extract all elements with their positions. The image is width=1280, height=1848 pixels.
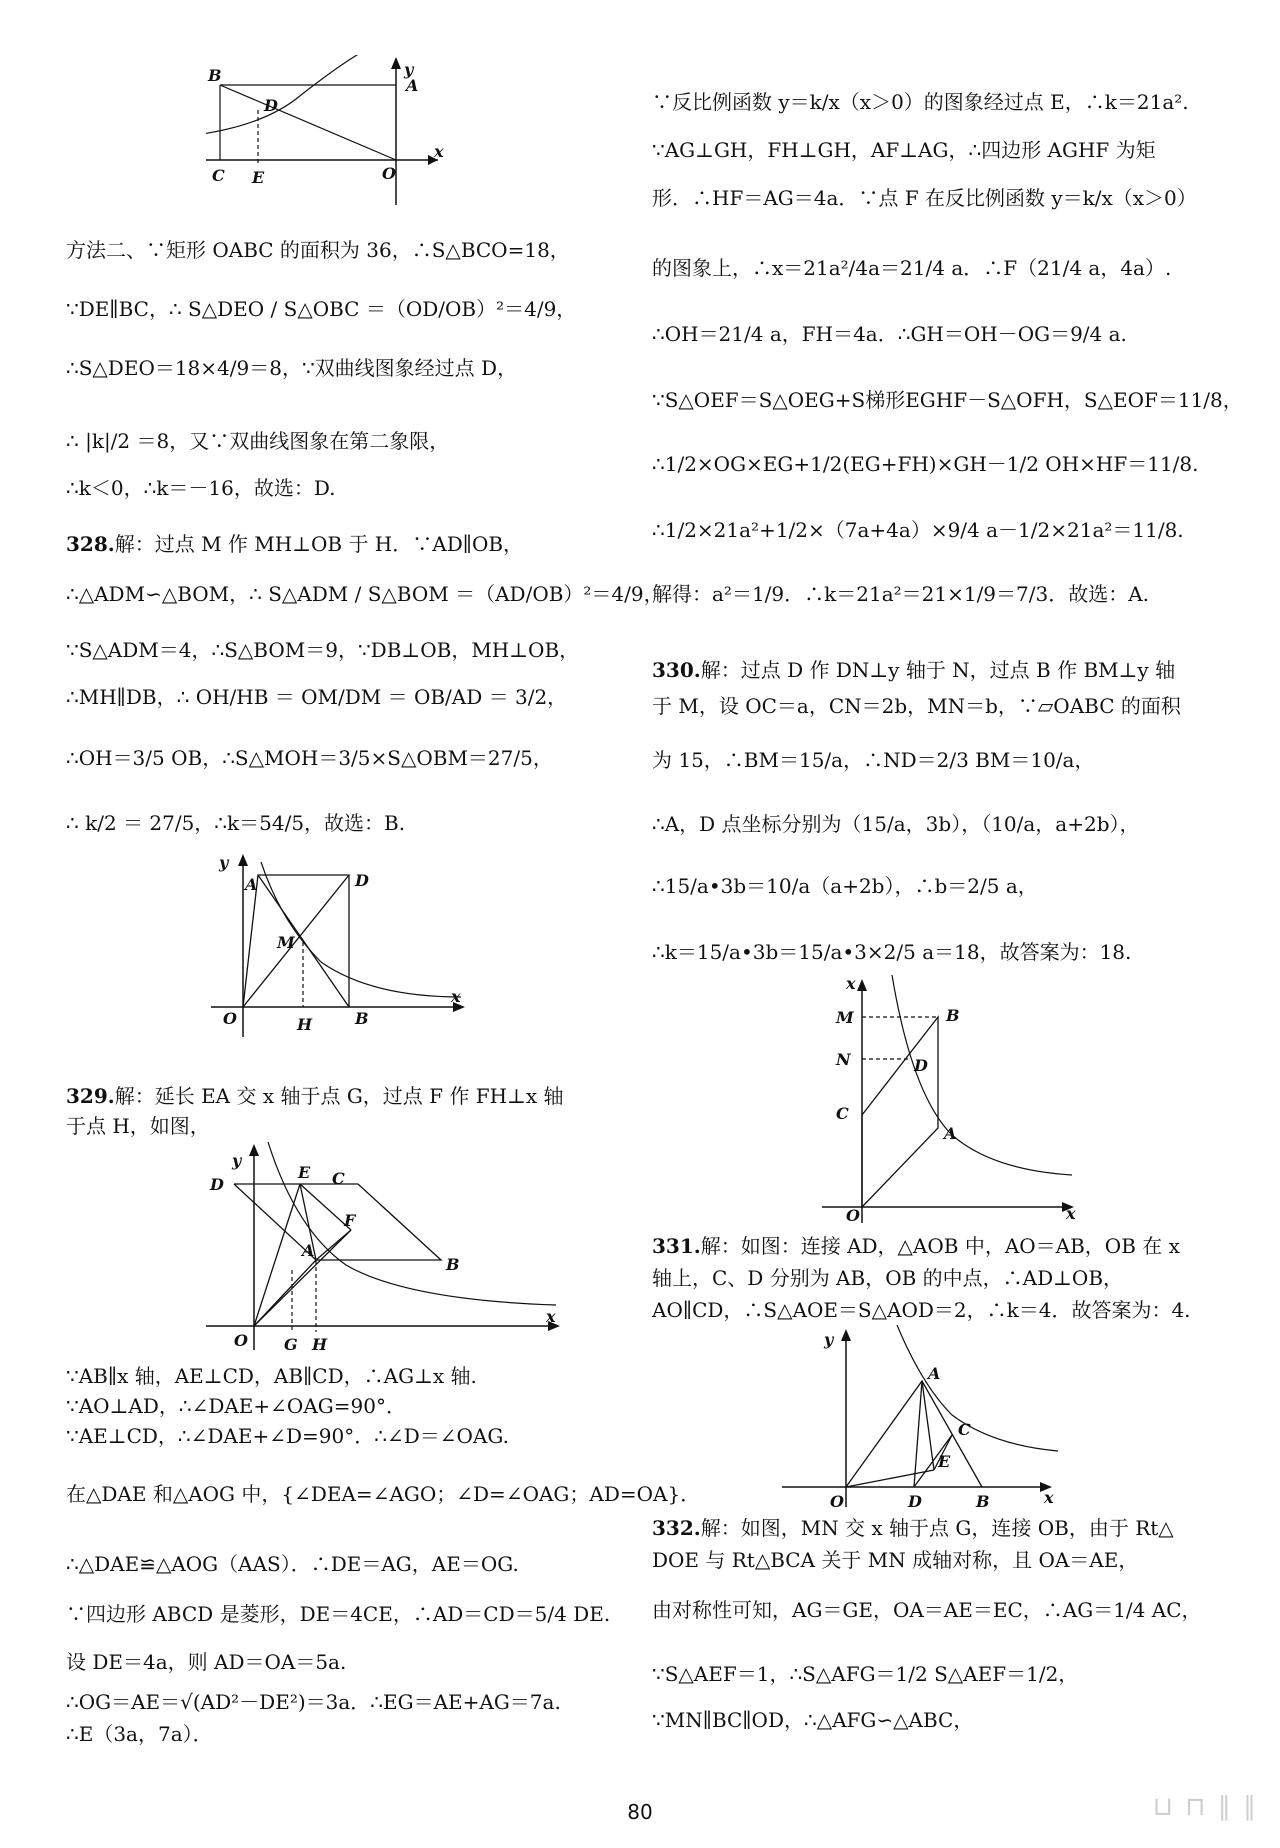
text-line: 在△DAE 和△AOG 中，{∠DEA=∠AGO；∠D=∠OAG；AD=OA}． (66, 1482, 701, 1506)
text-line: ∴MH∥DB，∴ OH/HB ＝ OM/DM ＝ OB/AD ＝ 3/2， (66, 685, 568, 709)
text-line: ∵S△AEF＝1，∴S△AFG＝1/2 S△AEF＝1/2， (652, 1662, 1079, 1686)
text-line: ∵S△OEF＝S△OEG+S梯形EGHF－S△OFH，S△EOF＝11/8， (652, 388, 1243, 412)
fig331-label: O (830, 1492, 844, 1510)
text-line: 于 M，设 OC＝a，CN＝2b，MN＝b，∵▱OABC 的面积 (652, 694, 1181, 718)
figure-330 (822, 975, 1082, 1225)
text-line: 的图象上，∴x＝21a²/4a＝21/4 a．∴F（21/4 a，4a）. (652, 256, 1172, 280)
text-line: ∴15/a•3b＝10/a（a+2b），∴b＝2/5 a， (652, 874, 1038, 898)
fig329-label: F (344, 1211, 356, 1230)
fig327-label: x (434, 142, 444, 161)
fig329-label: H (312, 1335, 328, 1354)
text-line: ∵AG⊥GH，FH⊥GH，AF⊥AG，∴四边形 AGHF 为矩 (652, 138, 1156, 162)
fig328-label: A (245, 875, 258, 894)
fig331-label: C (958, 1420, 971, 1439)
text-line: DOE 与 Rt△BCA 关于 MN 成轴对称，且 OA＝AE， (652, 1548, 1139, 1572)
text-line: ∵AO⊥AD，∴∠DAE+∠OAG=90°． (66, 1394, 406, 1418)
fig329-label: y (232, 1151, 242, 1170)
text-line: ∴OH＝21/4 a，FH＝4a．∴GH＝OH－OG＝9/4 a. (652, 322, 1127, 346)
problem-329-header: 329.解：延长 EA 交 x 轴于点 G，过点 F 作 FH⊥x 轴 (66, 1084, 564, 1108)
figure-328 (211, 852, 471, 1042)
text-line: AO∥CD，∴S△AOE＝S△AOD＝2，∴k＝4．故答案为：4. (652, 1298, 1191, 1322)
problem-328-header: 328.解：过点 M 作 MH⊥OB 于 H．∵AD∥OB， (66, 532, 524, 556)
fig327-label: E (252, 168, 265, 187)
fig327-label: B (208, 66, 222, 85)
figure-327-svg (206, 55, 446, 215)
fig330-label: B (946, 1006, 960, 1025)
fig329-label: E (298, 1163, 311, 1182)
text-line: ∴OH＝3/5 OB，∴S△MOH＝3/5×S△OBM＝27/5， (66, 746, 553, 770)
fig327-label: A (406, 76, 419, 95)
fig330-label: A (944, 1124, 957, 1143)
figure-331-svg (782, 1325, 1062, 1510)
fig329-label: G (284, 1335, 298, 1354)
problem-330-header: 330.解：过点 D 作 DN⊥y 轴于 N，过点 B 作 BM⊥y 轴 (652, 658, 1176, 682)
fig329-label: B (446, 1255, 460, 1274)
text-line: ∴S△DEO＝18×4/9＝8，∵双曲线图象经过点 D， (66, 356, 518, 380)
fig331-label: A (928, 1364, 941, 1383)
text-line: ∴E（3a，7a）． (66, 1722, 213, 1746)
text-line: 轴上，C、D 分别为 AB，OB 的中点，∴AD⊥OB， (652, 1266, 1124, 1290)
fig328-label: D (355, 871, 369, 890)
text-line: ∴OG＝AE＝√(AD²－DE²)＝3a．∴EG＝AE+AG＝7a. (66, 1690, 561, 1714)
text-line: 于点 H，如图， (66, 1114, 210, 1138)
text-line: 方法二、∵矩形 OABC 的面积为 36，∴S△BCO=18， (66, 238, 570, 262)
figure-329 (206, 1140, 566, 1360)
text-line: ∵AB∥x 轴，AE⊥CD，AB∥CD，∴AG⊥x 轴. (66, 1364, 477, 1388)
fig330-label: x (1066, 1204, 1076, 1223)
text-line: ∴k＝15/a•3b＝15/a•3×2/5 a＝18，故答案为：18. (652, 940, 1132, 964)
text-line: ∵反比例函数 y＝k/x（x＞0）的图象经过点 E，∴k＝21a². (652, 90, 1189, 114)
text-line: ∴ |k|/2 ＝8，又∵双曲线图象在第二象限， (66, 429, 450, 453)
fig331-label: B (976, 1492, 990, 1510)
fig330-label: C (836, 1104, 849, 1123)
figure-328-svg (211, 852, 471, 1042)
text-line: 设 DE＝4a，则 AD＝OA＝5a. (66, 1650, 347, 1674)
fig328-label: x (451, 987, 461, 1006)
fig329-label: A (302, 1241, 315, 1260)
problem-331-header: 331.解：如图：连接 AD，△AOB 中，AO＝AB，OB 在 x (652, 1234, 1180, 1258)
fig328-label: y (219, 853, 229, 872)
fig327-label: O (382, 164, 396, 183)
figure-331 (782, 1325, 1062, 1510)
text-line: ∵DE∥BC，∴ S△DEO / S△OBC ＝（OD/OB）²＝4/9， (66, 297, 577, 321)
fig330-label: M (836, 1008, 854, 1027)
fig330-label: O (846, 1206, 860, 1225)
text-line: 由对称性可知，AG＝GE，OA＝AE＝EC，∴AG＝1/4 AC， (652, 1598, 1202, 1622)
fig329-label: O (234, 1331, 248, 1350)
fig329-label: D (210, 1175, 224, 1194)
fig328-label: B (355, 1009, 369, 1028)
fig331-label: y (824, 1330, 834, 1349)
text-line: 形．∴HF＝AG＝4a．∵点 F 在反比例函数 y＝k/x（x＞0） (652, 186, 1197, 210)
text-line: ∴△DAE≌△AOG（AAS）．∴DE＝AG，AE＝OG. (66, 1552, 519, 1576)
fig330-label: x (846, 975, 856, 993)
text-line: ∴1/2×21a²+1/2×（7a+4a）×9/4 a－1/2×21a²＝11/8. (652, 518, 1184, 542)
fig327-label: C (212, 166, 225, 185)
figure-330-svg (822, 975, 1082, 1225)
fig331-label: E (938, 1452, 951, 1471)
fig329-label: C (332, 1169, 345, 1188)
text-line: ∵AE⊥CD，∴∠DAE+∠D=90°．∴∠D＝∠OAG. (66, 1424, 509, 1448)
text-line: ∴k＜0，∴k＝－16，故选：D. (66, 476, 336, 500)
watermark-glyphs: ⊔ ⊓ ∥ ∥ (1152, 1792, 1258, 1822)
problem-332-header: 332.解：如图，MN 交 x 轴于点 G，连接 OB，由于 Rt△ (652, 1516, 1174, 1540)
text-line: ∴ k/2 ＝ 27/5，∴k＝54/5，故选：B. (66, 811, 406, 835)
fig329-label: x (546, 1307, 556, 1326)
fig328-label: H (297, 1015, 313, 1034)
text-line: ∴1/2×OG×EG+1/2(EG+FH)×GH－1/2 OH×HF＝11/8. (652, 452, 1199, 476)
fig328-label: O (223, 1009, 237, 1028)
text-line: ∵MN∥BC∥OD，∴△AFG∽△ABC， (652, 1708, 974, 1732)
text-line: 为 15，∴BM＝15/a，∴ND＝2/3 BM＝10/a， (652, 748, 1095, 772)
text-line: ∴△ADM∽△BOM，∴ S△ADM / S△BOM ＝（AD/OB）²＝4/9， (66, 582, 664, 606)
text-line: 解得：a²＝1/9．∴k＝21a²＝21×1/9＝7/3．故选：A. (652, 582, 1150, 606)
text-line: ∴A，D 点坐标分别为（15/a，3b），（10/a，a+2b）， (652, 812, 1140, 836)
text-line: ∵四边形 ABCD 是菱形，DE＝4CE，∴AD＝CD＝5/4 DE. (66, 1602, 611, 1626)
fig330-label: D (914, 1056, 928, 1075)
figure-329-svg (206, 1140, 566, 1360)
fig327-label: y (404, 60, 414, 79)
fig331-label: D (908, 1492, 922, 1510)
figure-327 (206, 55, 446, 215)
fig327-label: D (264, 96, 278, 115)
fig328-label: M (277, 933, 295, 952)
page-number: 80 (627, 1800, 653, 1824)
fig331-label: x (1044, 1488, 1054, 1507)
text-line: ∵S△ADM＝4，∴S△BOM＝9，∵DB⊥OB，MH⊥OB， (66, 638, 580, 662)
fig330-label: N (836, 1050, 851, 1069)
